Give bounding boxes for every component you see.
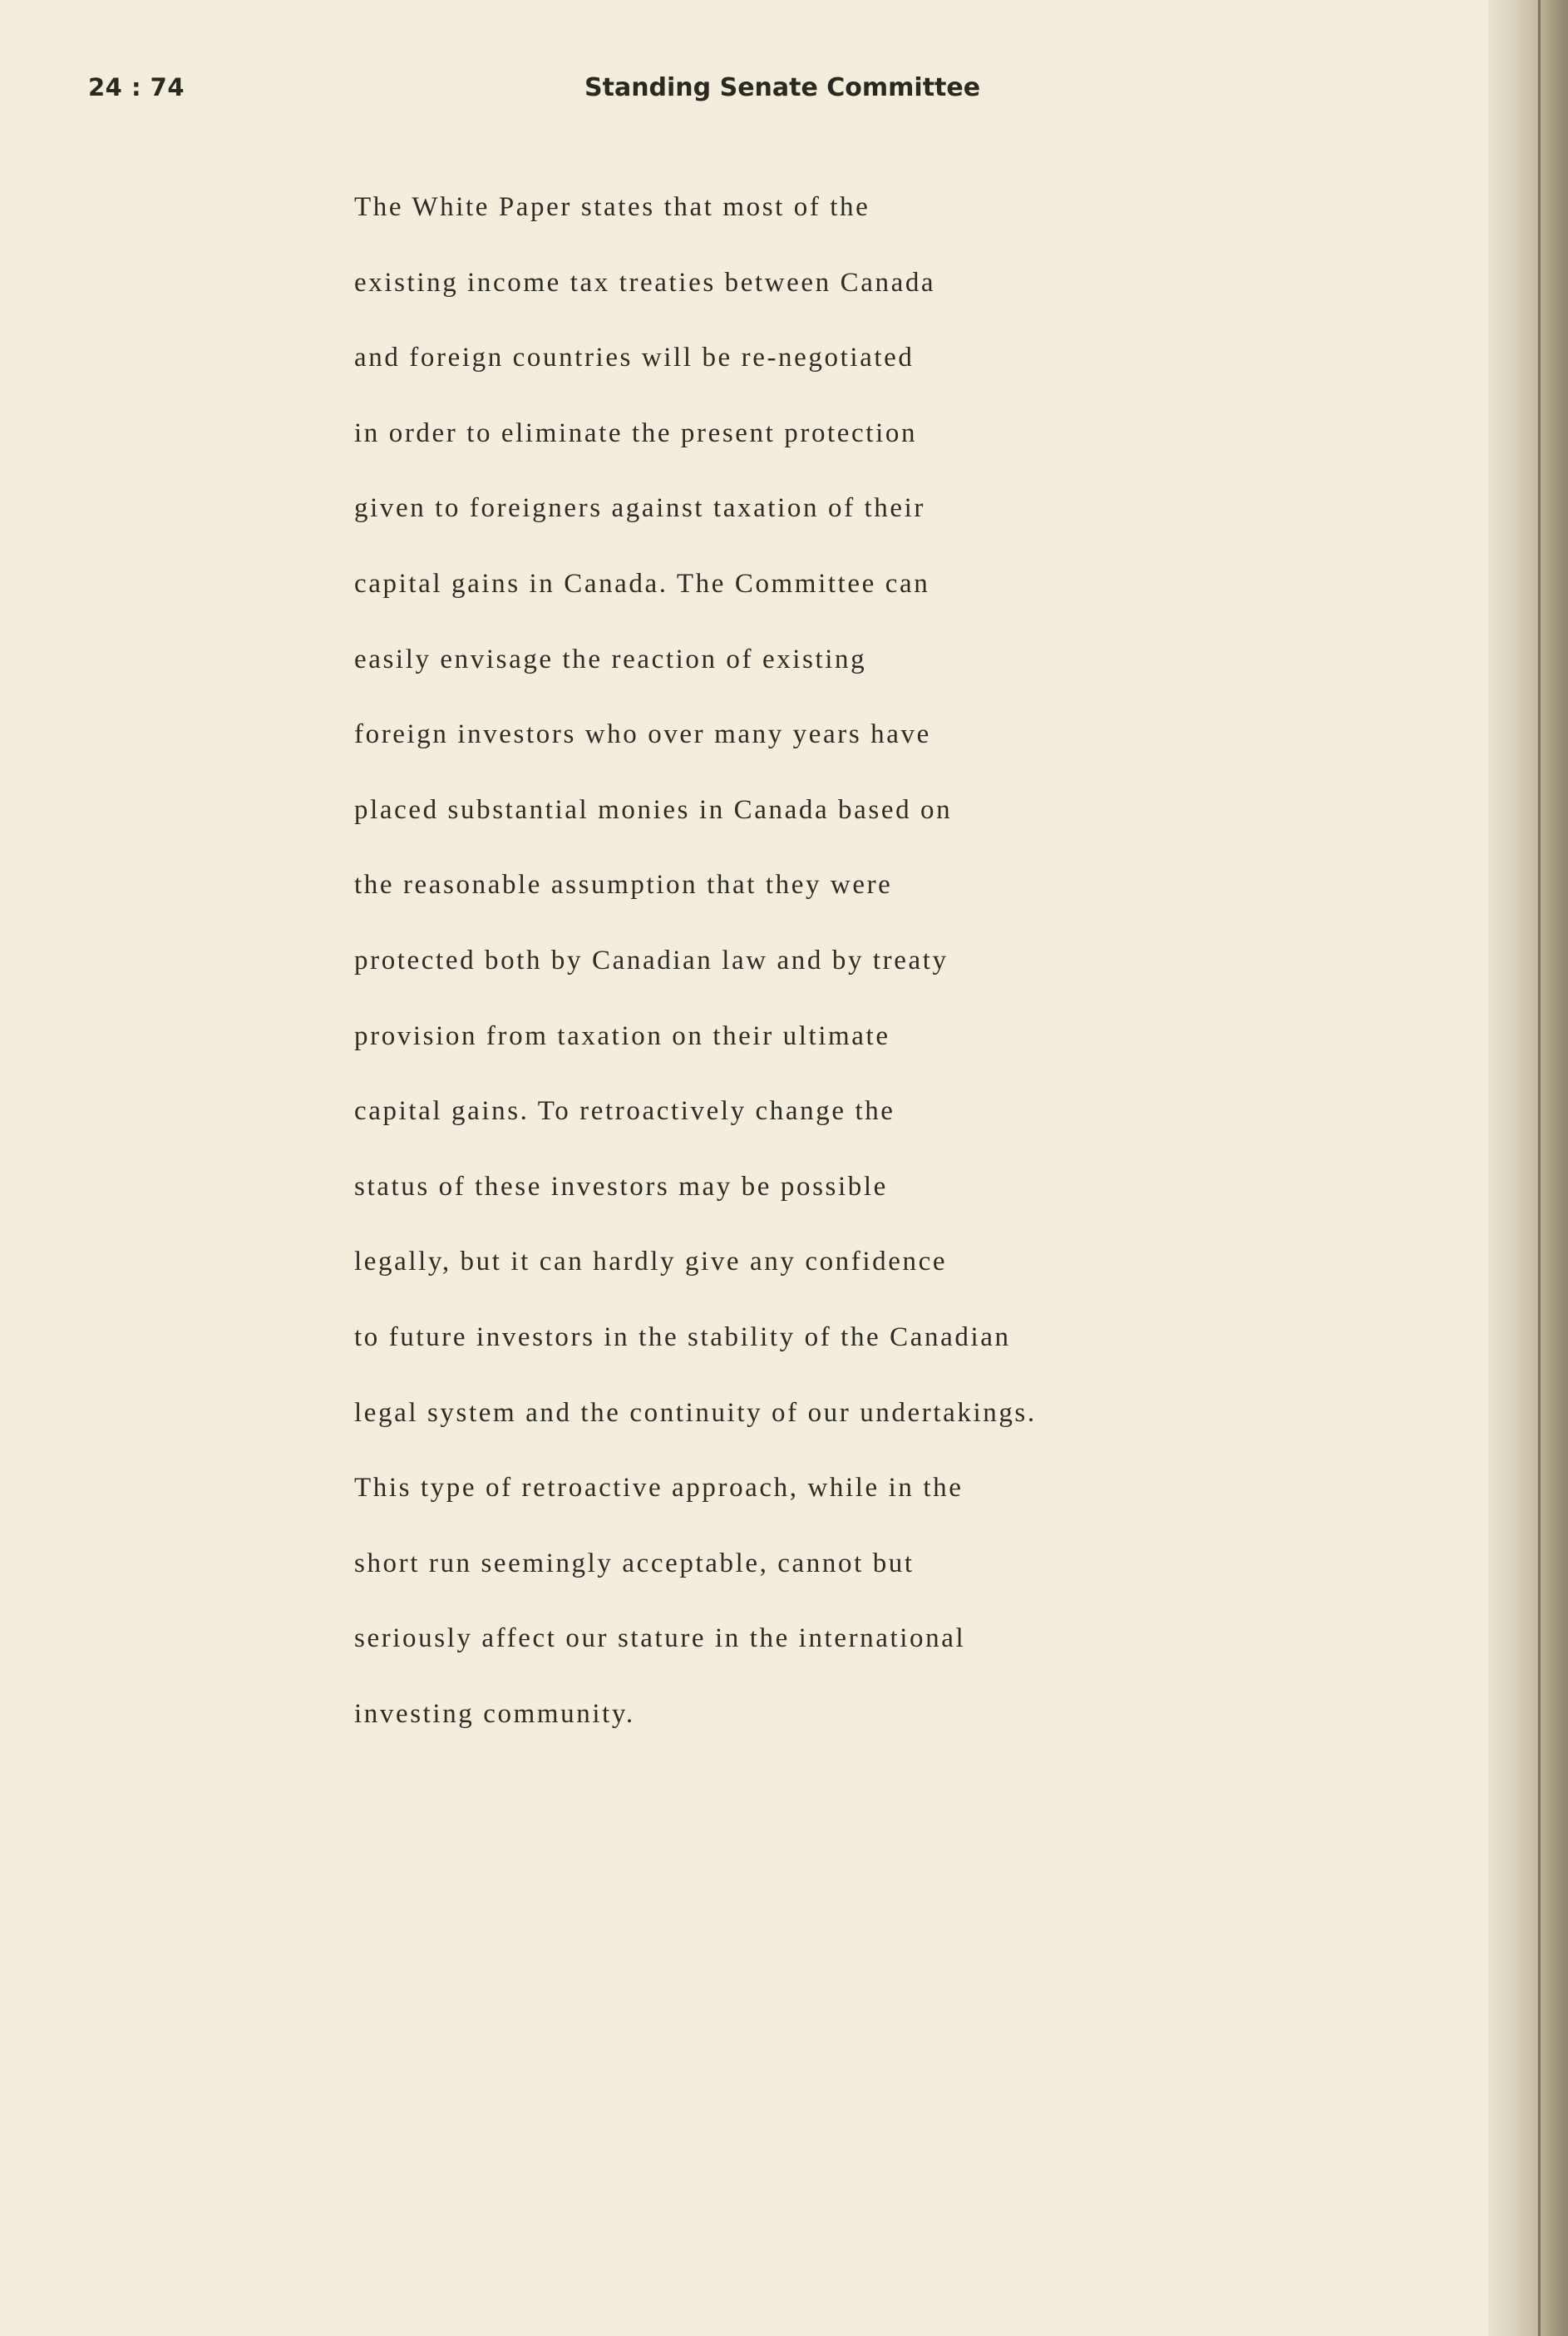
page-number: 24 : 74 (88, 73, 185, 101)
text-line: short run seemingly acceptable, cannot but (354, 1548, 915, 1578)
text-line: seriously affect our stature in the international (354, 1623, 966, 1654)
text-line: The White Paper states that most of the (354, 192, 870, 222)
text-line: the reasonable assumption that they were (354, 870, 893, 901)
text-line: easily envisage the reaction of existing (354, 644, 867, 674)
text-line: This type of retroactive approach, while in the (354, 1473, 964, 1504)
text-line: protected both by Canadian law and by treaty (354, 945, 949, 975)
text-line: legally, but it can hardly give any confidence (354, 1247, 948, 1277)
text-line: to future investors in the stability of the Canadian (354, 1321, 1011, 1352)
text-line: investing community. (354, 1698, 635, 1729)
text-line: in order to eliminate the present protection (354, 417, 918, 448)
text-line: given to foreigners against taxation of their (354, 493, 925, 524)
text-line: existing income tax treaties between Canada (354, 267, 936, 298)
running-title: Standing Senate Committee (584, 73, 981, 102)
binding-edge (1538, 0, 1541, 2336)
text-line: capital gains in Canada. The Committee can (354, 568, 930, 599)
text-line: legal system and the continuity of our undertakings. (354, 1397, 1037, 1428)
text-line: placed substantial monies in Canada based on (354, 794, 953, 825)
text-line: capital gains. To retroactively change the (354, 1096, 895, 1127)
running-header (0, 73, 1568, 106)
text-line: provision from taxation on their ultimate (354, 1020, 890, 1051)
body-paragraph (354, 170, 1235, 1751)
text-line: foreign investors who over many years have (354, 719, 931, 750)
page-gutter (1488, 0, 1568, 2336)
text-line: and foreign countries will be re-negotiated (354, 343, 915, 373)
text-line: status of these investors may be possible (354, 1171, 888, 1202)
